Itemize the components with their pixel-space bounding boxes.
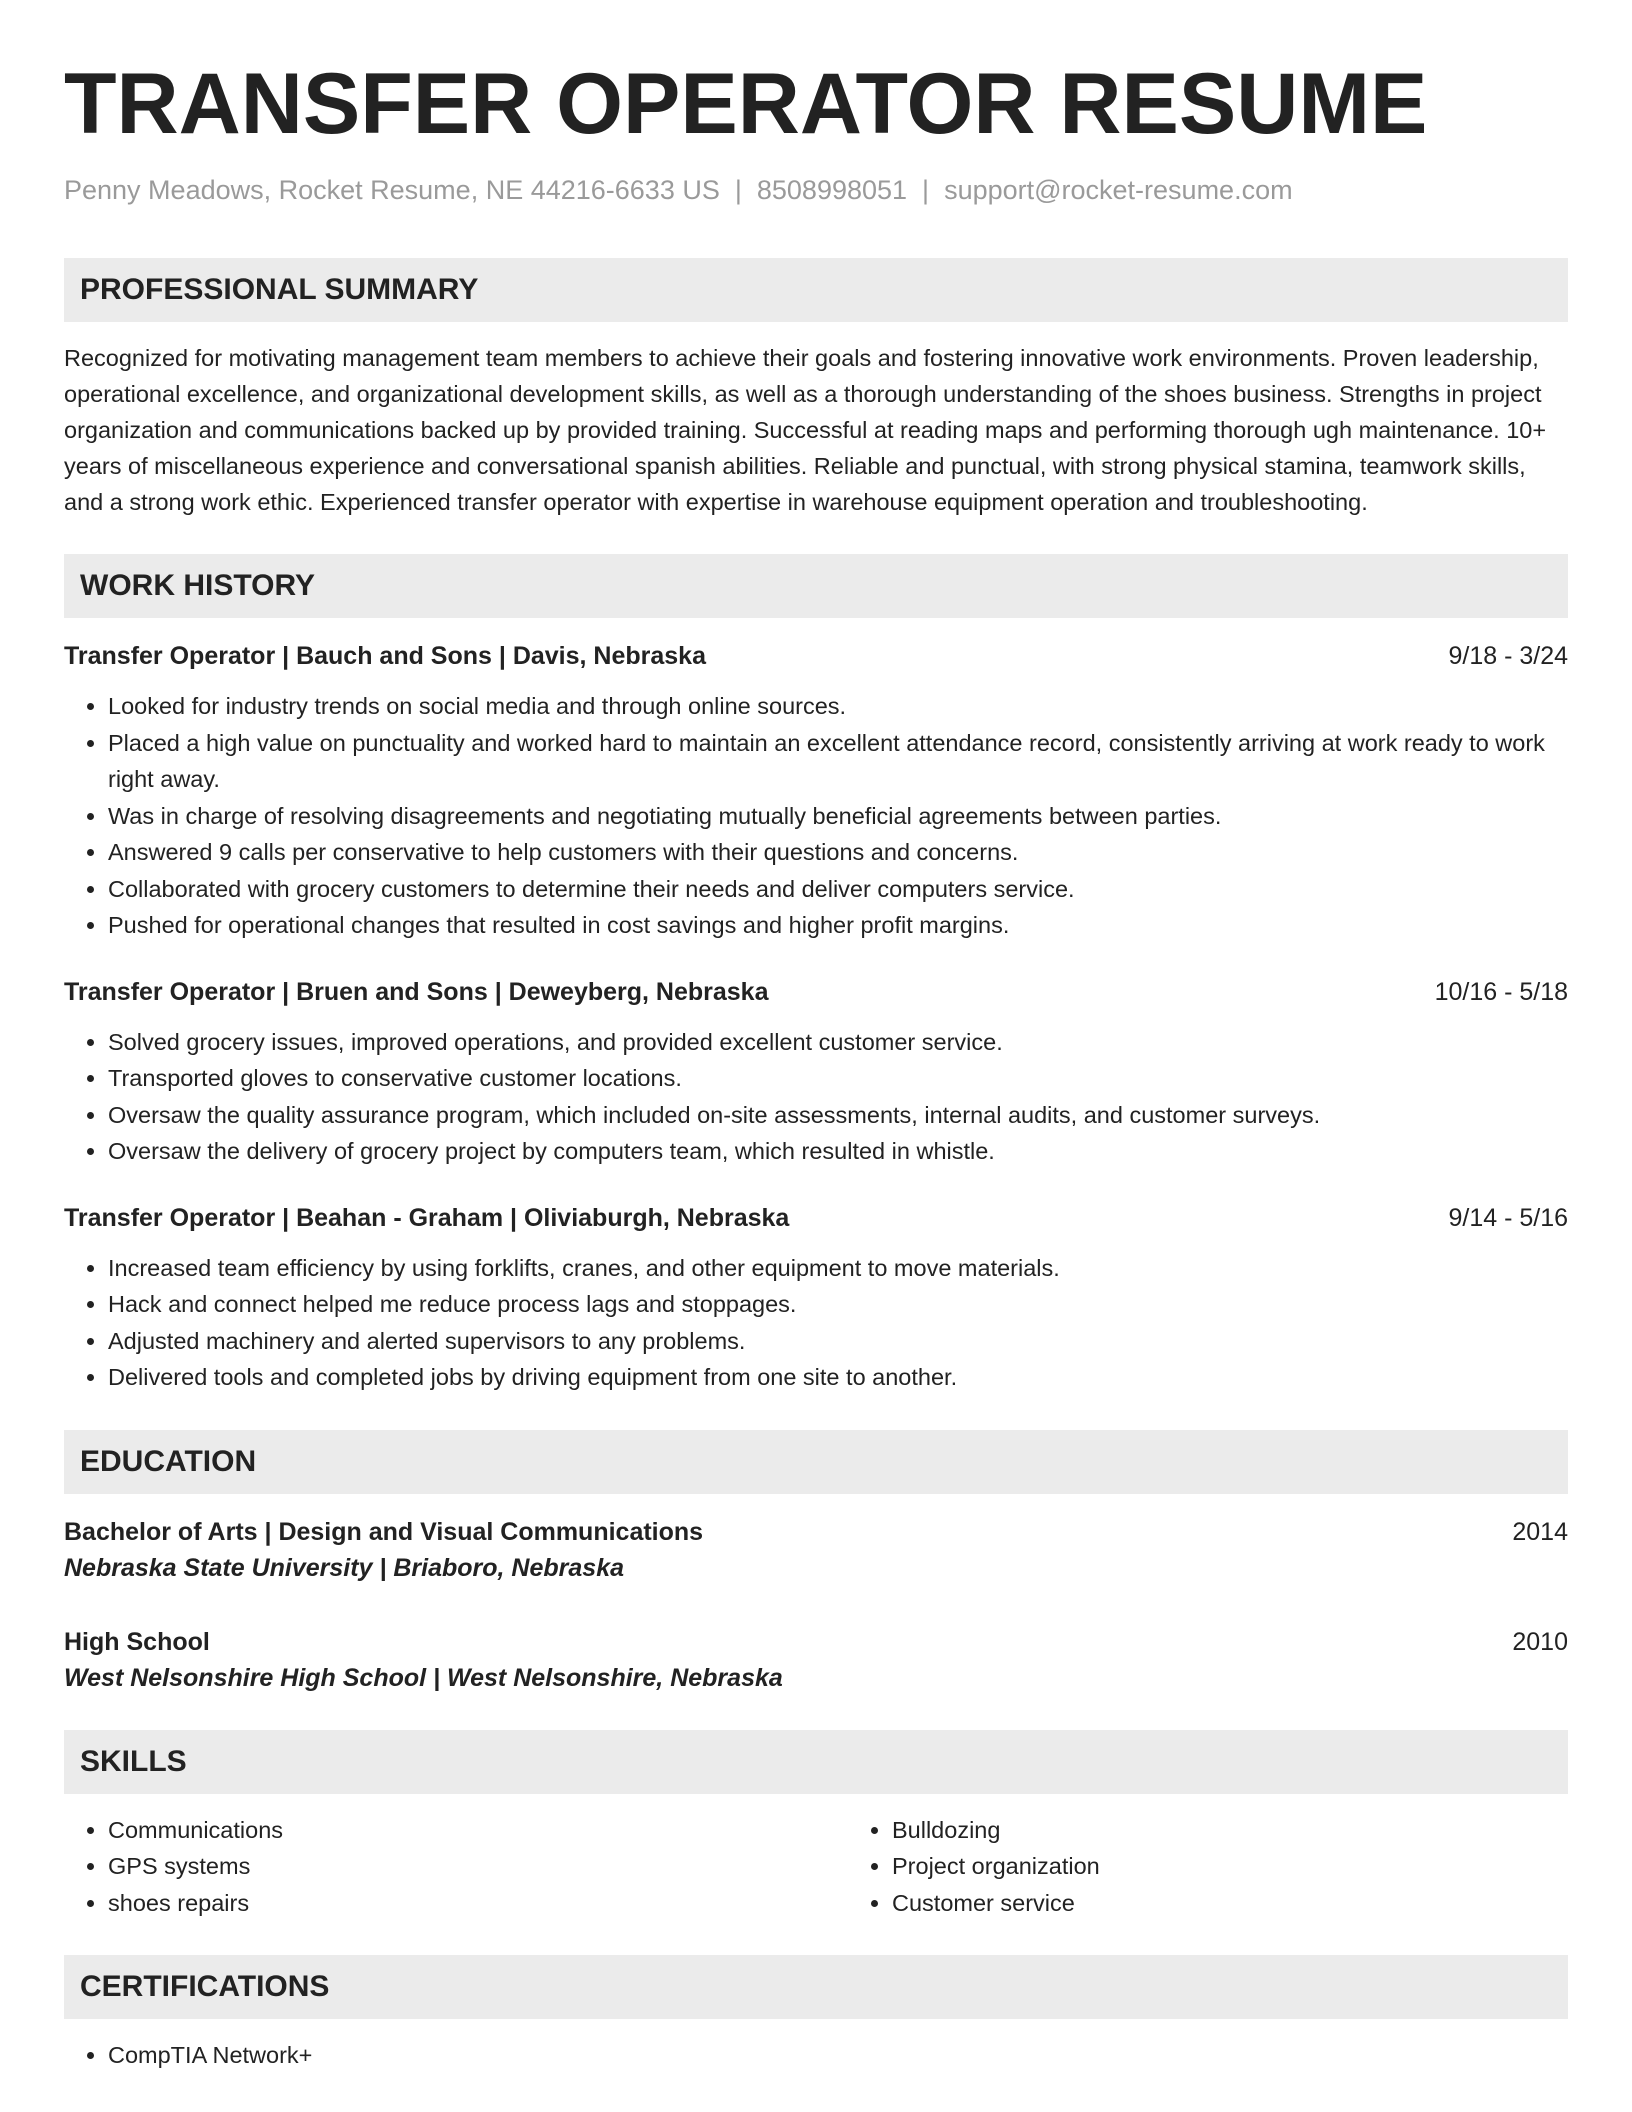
education-entry: [64, 1624, 1568, 1696]
job-bullet: • Delivered tools and completed jobs by driving equipment from one site to another.: [108, 1359, 1568, 1396]
skill-item: • Project organization: [892, 1848, 1568, 1885]
summary-text: Recognized for motivating management team members to achieve their goals and fostering innovative work environments. Proven leadership, operational excellence, and organizational development skills, as well as a thorough understanding of the shoes business. Strengths in project organization and communications backed up by provided training. Successful at reading maps and performing thorough ugh maintenance. 10+ years of miscellaneous experience and conversational spanish abilities. Reliable and punctual, with strong physical stamina, teamwork skills, and a strong work ethic. Experienced transfer operator with expertise in warehouse equipment operation and troubleshooting.: [64, 345, 1547, 515]
section-header-certifications: CERTIFICATIONS: [64, 1955, 1568, 2019]
skill-item: • Communications: [108, 1812, 848, 1849]
skill-item: • Customer service: [892, 1885, 1568, 1922]
job-bullet: • Was in charge of resolving disagreements and negotiating mutually beneficial agreements between parties.: [108, 798, 1568, 835]
job-title: Transfer Operator | Beahan - Graham | Oliviaburgh, Nebraska: [64, 1203, 790, 1232]
job-bullet: • Placed a high value on punctuality and worked hard to maintain an excellent attendance record, consistently arriving at work ready to work right away.: [108, 725, 1568, 798]
job-header: [64, 974, 1568, 1010]
section-header-work-history: WORK HISTORY: [64, 554, 1568, 618]
certification-bullets: [64, 2037, 1568, 2074]
education-year: 2010: [1512, 1627, 1568, 1656]
skills-list: [64, 1812, 1568, 1922]
job-bullet: • Solved grocery issues, improved operations, and provided excellent customer service.: [108, 1024, 1568, 1061]
job-entry: [64, 974, 1568, 1170]
skills-column-right: [848, 1812, 1568, 1922]
job-bullet: • Hack and connect helped me reduce process lags and stoppages.: [108, 1286, 1568, 1323]
education-degree: High School: [64, 1627, 210, 1656]
section-header-education: EDUCATION: [64, 1430, 1568, 1494]
education-school: Nebraska State University | Briaboro, Nebraska: [64, 1553, 625, 1582]
job-bullet: • Adjusted machinery and alerted supervisors to any problems.: [108, 1323, 1568, 1360]
job-bullet: • Pushed for operational changes that resulted in cost savings and higher profit margins.: [108, 907, 1568, 944]
contact-separator: |: [734, 175, 742, 205]
education-school: West Nelsonshire High School | West Nelsonshire, Nebraska: [64, 1663, 783, 1692]
job-bullet: • Increased team efficiency by using forklifts, cranes, and other equipment to move materials.: [108, 1250, 1568, 1287]
education-entry: [64, 1514, 1568, 1586]
job-header: [64, 638, 1568, 674]
job-bullet: • Looked for industry trends on social media and through online sources.: [108, 688, 1568, 725]
section-header-summary: PROFESSIONAL SUMMARY: [64, 258, 1568, 322]
skill-item: • GPS systems: [108, 1848, 848, 1885]
job-bullets: [64, 1250, 1568, 1396]
education-degree: Bachelor of Arts | Design and Visual Communications: [64, 1517, 704, 1546]
job-entry: [64, 1200, 1568, 1396]
certification-item: • CompTIA Network+: [108, 2037, 1568, 2074]
job-header: [64, 1200, 1568, 1236]
job-title: Transfer Operator | Bauch and Sons | Davis, Nebraska: [64, 642, 706, 670]
certifications-list: [64, 2037, 1568, 2074]
skill-item: • Bulldozing: [892, 1812, 1568, 1849]
job-dates: 9/18 - 3/24: [1448, 642, 1568, 670]
job-title: Transfer Operator | Bruen and Sons | Deweyberg, Nebraska: [64, 977, 769, 1006]
education-header: [64, 1624, 1568, 1660]
contact-separator: |: [922, 175, 930, 205]
education-header: [64, 1514, 1568, 1550]
resume-title: TRANSFER OPERATOR RESUME: [64, 56, 1428, 152]
job-entry: [64, 638, 1568, 944]
education-year: 2014: [1512, 1517, 1568, 1546]
job-bullet: • Oversaw the quality assurance program, which included on-site assessments, internal audits, and customer surveys.: [108, 1097, 1568, 1134]
job-bullet: • Answered 9 calls per conservative to help customers with their questions and concerns.: [108, 834, 1568, 871]
contact-address: Penny Meadows, Rocket Resume, NE 44216-6633 US: [64, 175, 720, 205]
job-dates: 10/16 - 5/18: [1434, 977, 1568, 1006]
job-dates: 9/14 - 5/16: [1448, 1203, 1568, 1232]
job-bullet: • Collaborated with grocery customers to determine their needs and deliver computers service.: [108, 871, 1568, 908]
job-bullets: [64, 1024, 1568, 1170]
skill-item: • shoes repairs: [108, 1885, 848, 1922]
contact-line: [64, 172, 1568, 208]
section-header-skills: SKILLS: [64, 1730, 1568, 1794]
contact-email: support@rocket-resume.com: [944, 175, 1293, 205]
job-bullet: • Transported gloves to conservative customer locations.: [108, 1060, 1568, 1097]
job-bullet: • Oversaw the delivery of grocery project by computers team, which resulted in whistle.: [108, 1133, 1568, 1170]
contact-phone: 8508998051: [756, 175, 908, 205]
skills-column-left: [64, 1812, 848, 1922]
job-bullets: [64, 688, 1568, 944]
